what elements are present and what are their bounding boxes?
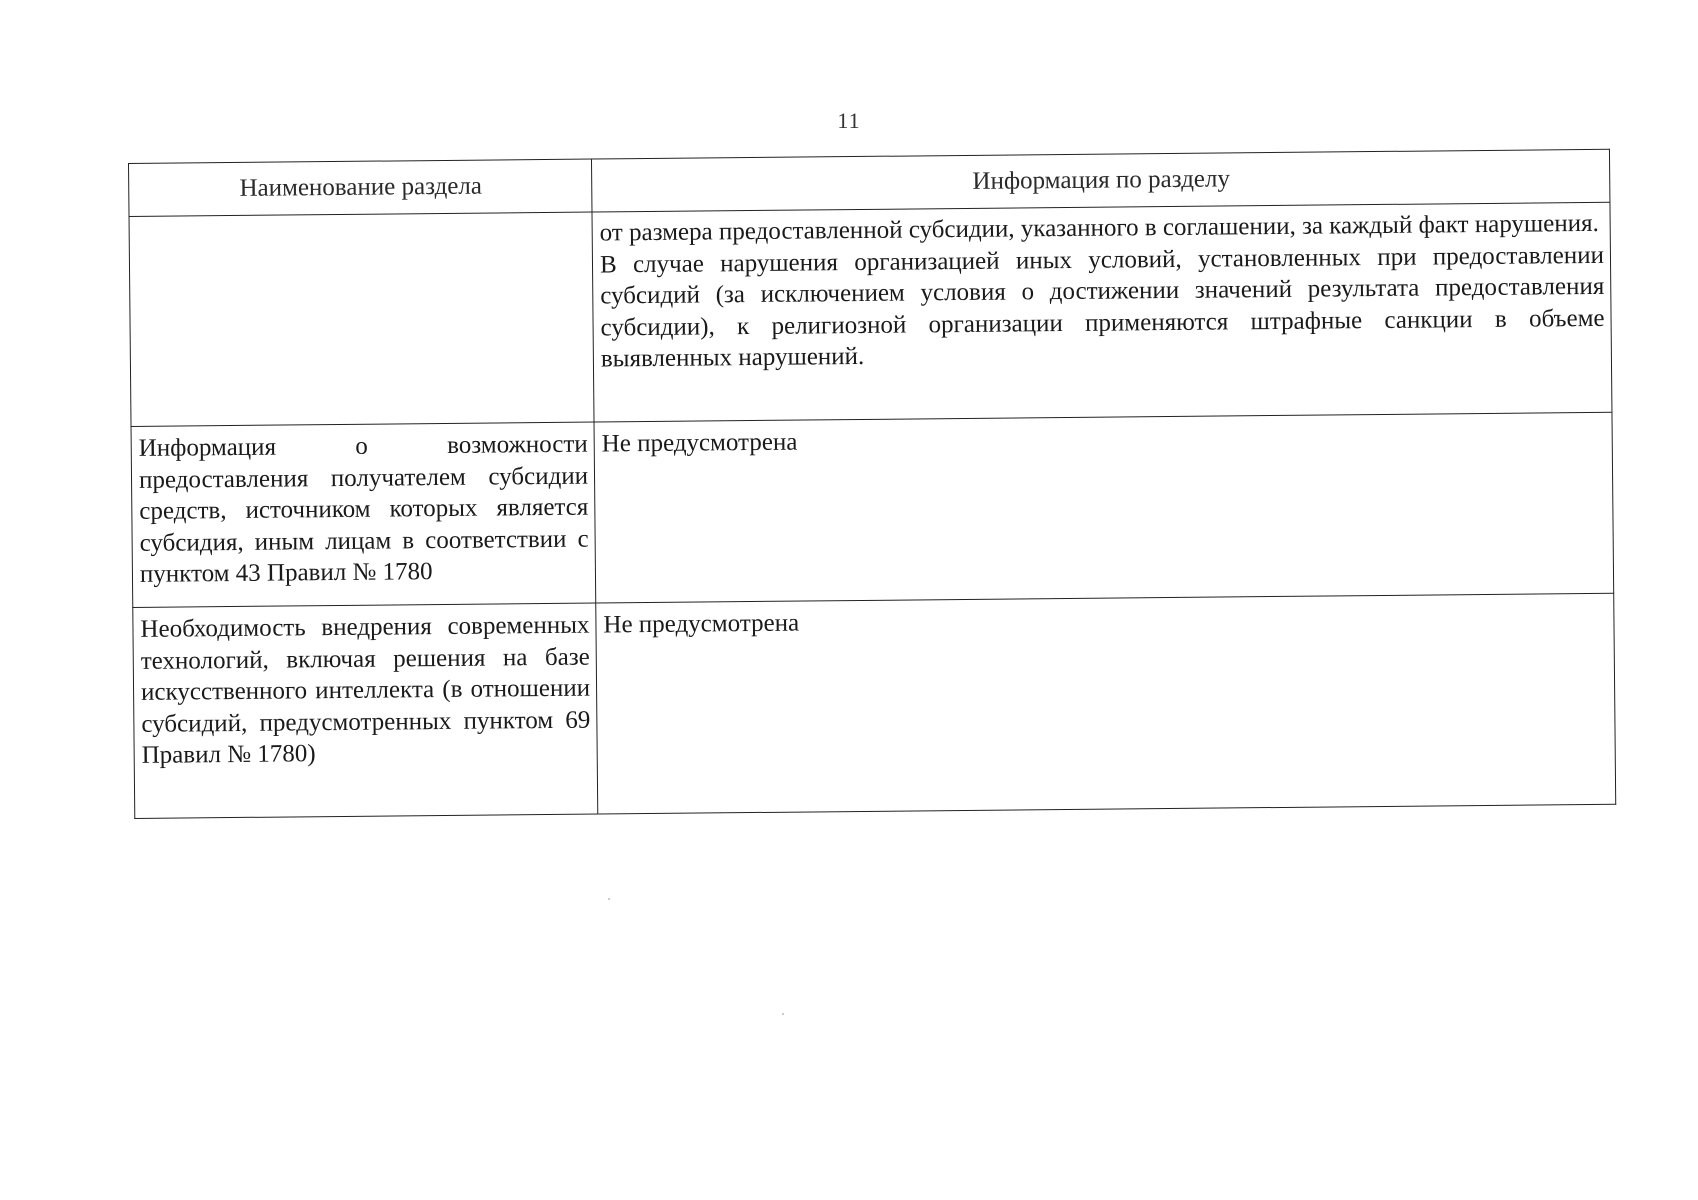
- table-row: [131, 412, 1614, 607]
- row-continuation-name-cell: [129, 212, 594, 426]
- header-section-info: Информация по разделу: [591, 149, 1609, 212]
- row-ai-technologies-info-cell: [596, 593, 1616, 814]
- row-funds-transfer-name-cell: [131, 422, 596, 607]
- row-ai-technologies-name-cell: [133, 603, 598, 818]
- table-row: [133, 593, 1616, 818]
- row-funds-transfer-info-cell: [594, 412, 1614, 603]
- scan-speck: [782, 1013, 784, 1015]
- scan-speck: [608, 898, 610, 900]
- penalty-paragraph-1: от размера предоставленной субсидии, указанного в соглашении, за каждый факт нарушения.: [599, 209, 1599, 247]
- row-ai-technologies-info: Не предусмотрена: [603, 609, 800, 639]
- table-row: [129, 202, 1612, 426]
- row-continuation-name: [137, 218, 586, 222]
- penalty-paragraph-2: В случае нарушения организацией иных условий, установленных при предоставлении субсидий (за исключением условия о достижении значений результата предоставления субсидии), к религиозной организации применяются штрафные санкции в объеме выявленных нарушений.: [599, 241, 1605, 373]
- row-ai-technologies-name: Необходимость внедрения современных технологий, включая решения на базе искусственного интеллекта (в отношении субсидий, предусмотренных пунктом 69 Правил № 1780): [140, 611, 591, 769]
- section-table: [128, 149, 1616, 819]
- row-continuation-info-cell: [592, 202, 1612, 422]
- row-funds-transfer-info: Не предусмотрена: [601, 428, 798, 458]
- header-section-name: Наименование раздела: [129, 159, 592, 216]
- row-funds-transfer-name: Информация о возможности предоставления получателем субсидии средств, источником которых является субсидия, иным лицам в соответствии с пунктом 43 Правил № 1780: [138, 430, 589, 588]
- page-number: 11: [837, 108, 861, 133]
